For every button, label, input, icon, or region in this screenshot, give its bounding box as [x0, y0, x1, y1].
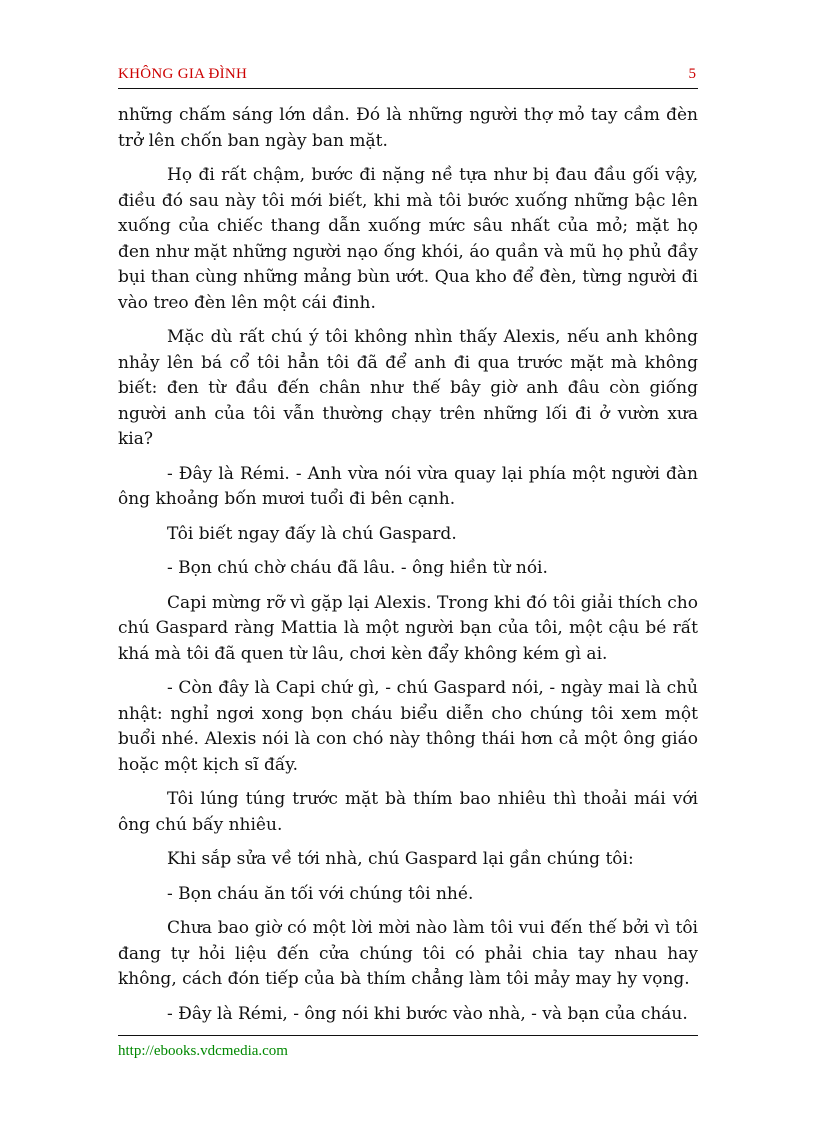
paragraph: - Đây là Rémi. - Anh vừa nói vừa quay lại phía một người đàn ông khoảng bốn mươi tuổi đi bên cạnh. [118, 463, 698, 509]
paragraph: - Còn đây là Capi chứ gì, - chú Gaspard nói, - ngày mai là chủ nhật: nghỉ ngơi xong bọn cháu biểu diễn cho chúng tôi xem một buổi nhé. Alexis nói là con chó này thông thái hơn cả một ông giáo hoặc một kịch sĩ đấy. [118, 678, 698, 775]
paragraph: - Bọn chú chờ cháu đã lâu. - ông hiền từ nói. [167, 558, 548, 578]
paragraph: - Bọn cháu ăn tối với chúng tôi nhé. [167, 883, 474, 904]
page-body [118, 103, 698, 1036]
paragraph: những chấm sáng lớn dần. Đó là những người thợ mỏ tay cầm đèn trở lên chốn ban ngày ban mặt. [118, 105, 698, 151]
paragraph: Capi mừng rỡ vì gặp lại Alexis. Trong khi đó tôi giải thích cho chú Gaspard ràng Mattia là một người bạn của tôi, một cậu bé rất khá mà tôi đã quen từ lâu, chơi kèn đẩy không kém gì ai. [118, 592, 698, 664]
paragraph: Tôi lúng túng trước mặt bà thím bao nhiêu thì thoải mái với ông chú bấy nhiêu. [118, 789, 698, 835]
book-title: KHÔNG GIA ĐÌNH [118, 66, 248, 82]
page-number: 5 [688, 66, 696, 82]
footer-divider [118, 1035, 698, 1036]
paragraph: Tôi biết ngay đấy là chú Gaspard. [167, 523, 457, 544]
paragraph: Khi sắp sửa về tới nhà, chú Gaspard lại gần chúng tôi: [167, 849, 634, 869]
page-header [118, 66, 698, 86]
paragraph: - Đây là Rémi, - ông nói khi bước vào nhà, - và bạn của cháu. [167, 1003, 688, 1024]
header-divider [118, 88, 698, 89]
paragraph: Chưa bao giờ có một lời mời nào làm tôi vui đến thế bởi vì tôi đang tự hỏi liệu đến cửa chúng tôi có phải chia tay nhau hay không, cách đón tiếp của bà thím chẳng làm tôi mảy may hy vọng. [118, 918, 698, 989]
paragraph: Họ đi rất chậm, bước đi nặng nề tựa như bị đau đầu gối vậy, điều đó sau này tôi mới biết, khi mà tôi bước xuống những bậc lên xuống của chiếc thang dẫn xuống mức sâu nhất của mỏ; mặt họ đen như mặt những người nạo ống khói, áo quần và mũ họ phủ đầy bụi than cùng những mảng bùn ướt. Qua kho để đèn, từng người đi vào treo đèn lên một cái đinh. [118, 165, 698, 313]
footer-link[interactable]: http://ebooks.vdcmedia.com [118, 1043, 288, 1059]
paragraph: Mặc dù rất chú ý tôi không nhìn thấy Alexis, nếu anh không nhảy lên bá cổ tôi hẳn tôi đã để anh đi qua trước mặt mà không biết: đen từ đầu đến chân như thế bây giờ anh đâu còn giống người anh của tôi vẫn thường chạy trên những lối đi ở vườn xưa kia? [118, 327, 698, 449]
